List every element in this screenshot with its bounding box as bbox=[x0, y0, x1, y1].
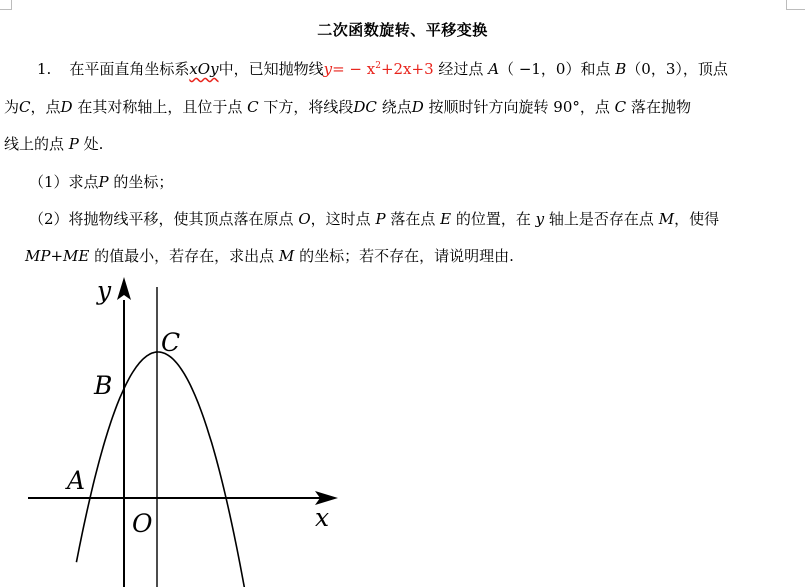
text-segment: 的坐标； bbox=[113, 173, 174, 191]
point-p-label: P bbox=[68, 135, 79, 153]
eq-exponent: 2 bbox=[375, 61, 381, 71]
text-segment: 绕点 bbox=[381, 98, 412, 116]
point-d-label: D bbox=[60, 98, 73, 116]
text-segment: 在其对称轴上，且位于点 bbox=[77, 98, 243, 116]
y-axis-label: y bbox=[97, 276, 112, 305]
point-m-label: M bbox=[658, 210, 675, 228]
document-title: 二次函数旋转、平移变换 bbox=[317, 21, 488, 39]
text-segment: 为 bbox=[4, 98, 20, 116]
text-segment: 轴上是否存在点 bbox=[548, 210, 654, 228]
x-axis-label: x bbox=[315, 503, 330, 532]
text-segment: 中，已知抛物线 bbox=[218, 60, 324, 78]
point-d-label: D bbox=[411, 98, 424, 116]
expression-mp-me: MP+ME bbox=[25, 247, 90, 265]
y-axis-arrow bbox=[117, 277, 131, 300]
eq-part: +2x+3 bbox=[380, 60, 434, 78]
point-c-label: C bbox=[161, 328, 181, 357]
text-segment: 按顺时针方向旋转 90°，点 bbox=[428, 98, 610, 116]
point-o-label: O bbox=[298, 210, 311, 228]
text-segment: 的坐标；若不存在，请说明理由. bbox=[299, 247, 514, 265]
segment-dc-label: DC bbox=[353, 98, 377, 116]
point-a-label: A bbox=[488, 60, 500, 78]
text-segment: 在平面直角坐标系 bbox=[69, 60, 190, 78]
point-b-label: B bbox=[615, 60, 627, 78]
problem-number: 1. bbox=[37, 60, 52, 78]
point-c-label: C bbox=[247, 98, 259, 116]
point-b-label: B bbox=[94, 371, 113, 400]
text-segment: （ −1，0）和点 bbox=[499, 60, 611, 78]
text-segment: （2）将抛物线平移，使其顶点落在原点 bbox=[29, 210, 294, 228]
text-segment: ，使得 bbox=[674, 210, 720, 228]
point-a-label: A bbox=[67, 466, 86, 495]
point-c-label: C bbox=[19, 98, 31, 116]
text-segment: 处. bbox=[83, 135, 104, 153]
origin-label: O bbox=[132, 509, 153, 538]
eq-part: = − x bbox=[332, 60, 376, 78]
point-c-label: C bbox=[614, 98, 627, 116]
point-p-label: P bbox=[375, 210, 386, 228]
text-segment: （0，3），顶点 bbox=[626, 60, 728, 78]
point-e-label: E bbox=[440, 210, 452, 228]
text-segment: （1）求点 bbox=[29, 173, 99, 191]
y-axis-ref: y bbox=[535, 210, 545, 228]
text-segment: 落在抛物 bbox=[630, 98, 691, 116]
text-segment: ，这时点 bbox=[310, 210, 371, 228]
point-p-label: P bbox=[98, 173, 109, 191]
text-segment: 经过点 bbox=[438, 60, 484, 78]
text-segment: ，点 bbox=[30, 98, 61, 116]
text-segment: 下方，将线段 bbox=[263, 98, 354, 116]
coordinate-system-label: xOy bbox=[189, 60, 219, 78]
point-m-label: M bbox=[278, 247, 295, 265]
text-segment: 线上的点 bbox=[4, 135, 65, 153]
text-segment: 落在点 bbox=[390, 210, 436, 228]
eq-y: y bbox=[323, 60, 333, 78]
text-segment: 的值最小，若存在，求出点 bbox=[94, 247, 275, 265]
text-segment: 的位置，在 bbox=[455, 210, 531, 228]
